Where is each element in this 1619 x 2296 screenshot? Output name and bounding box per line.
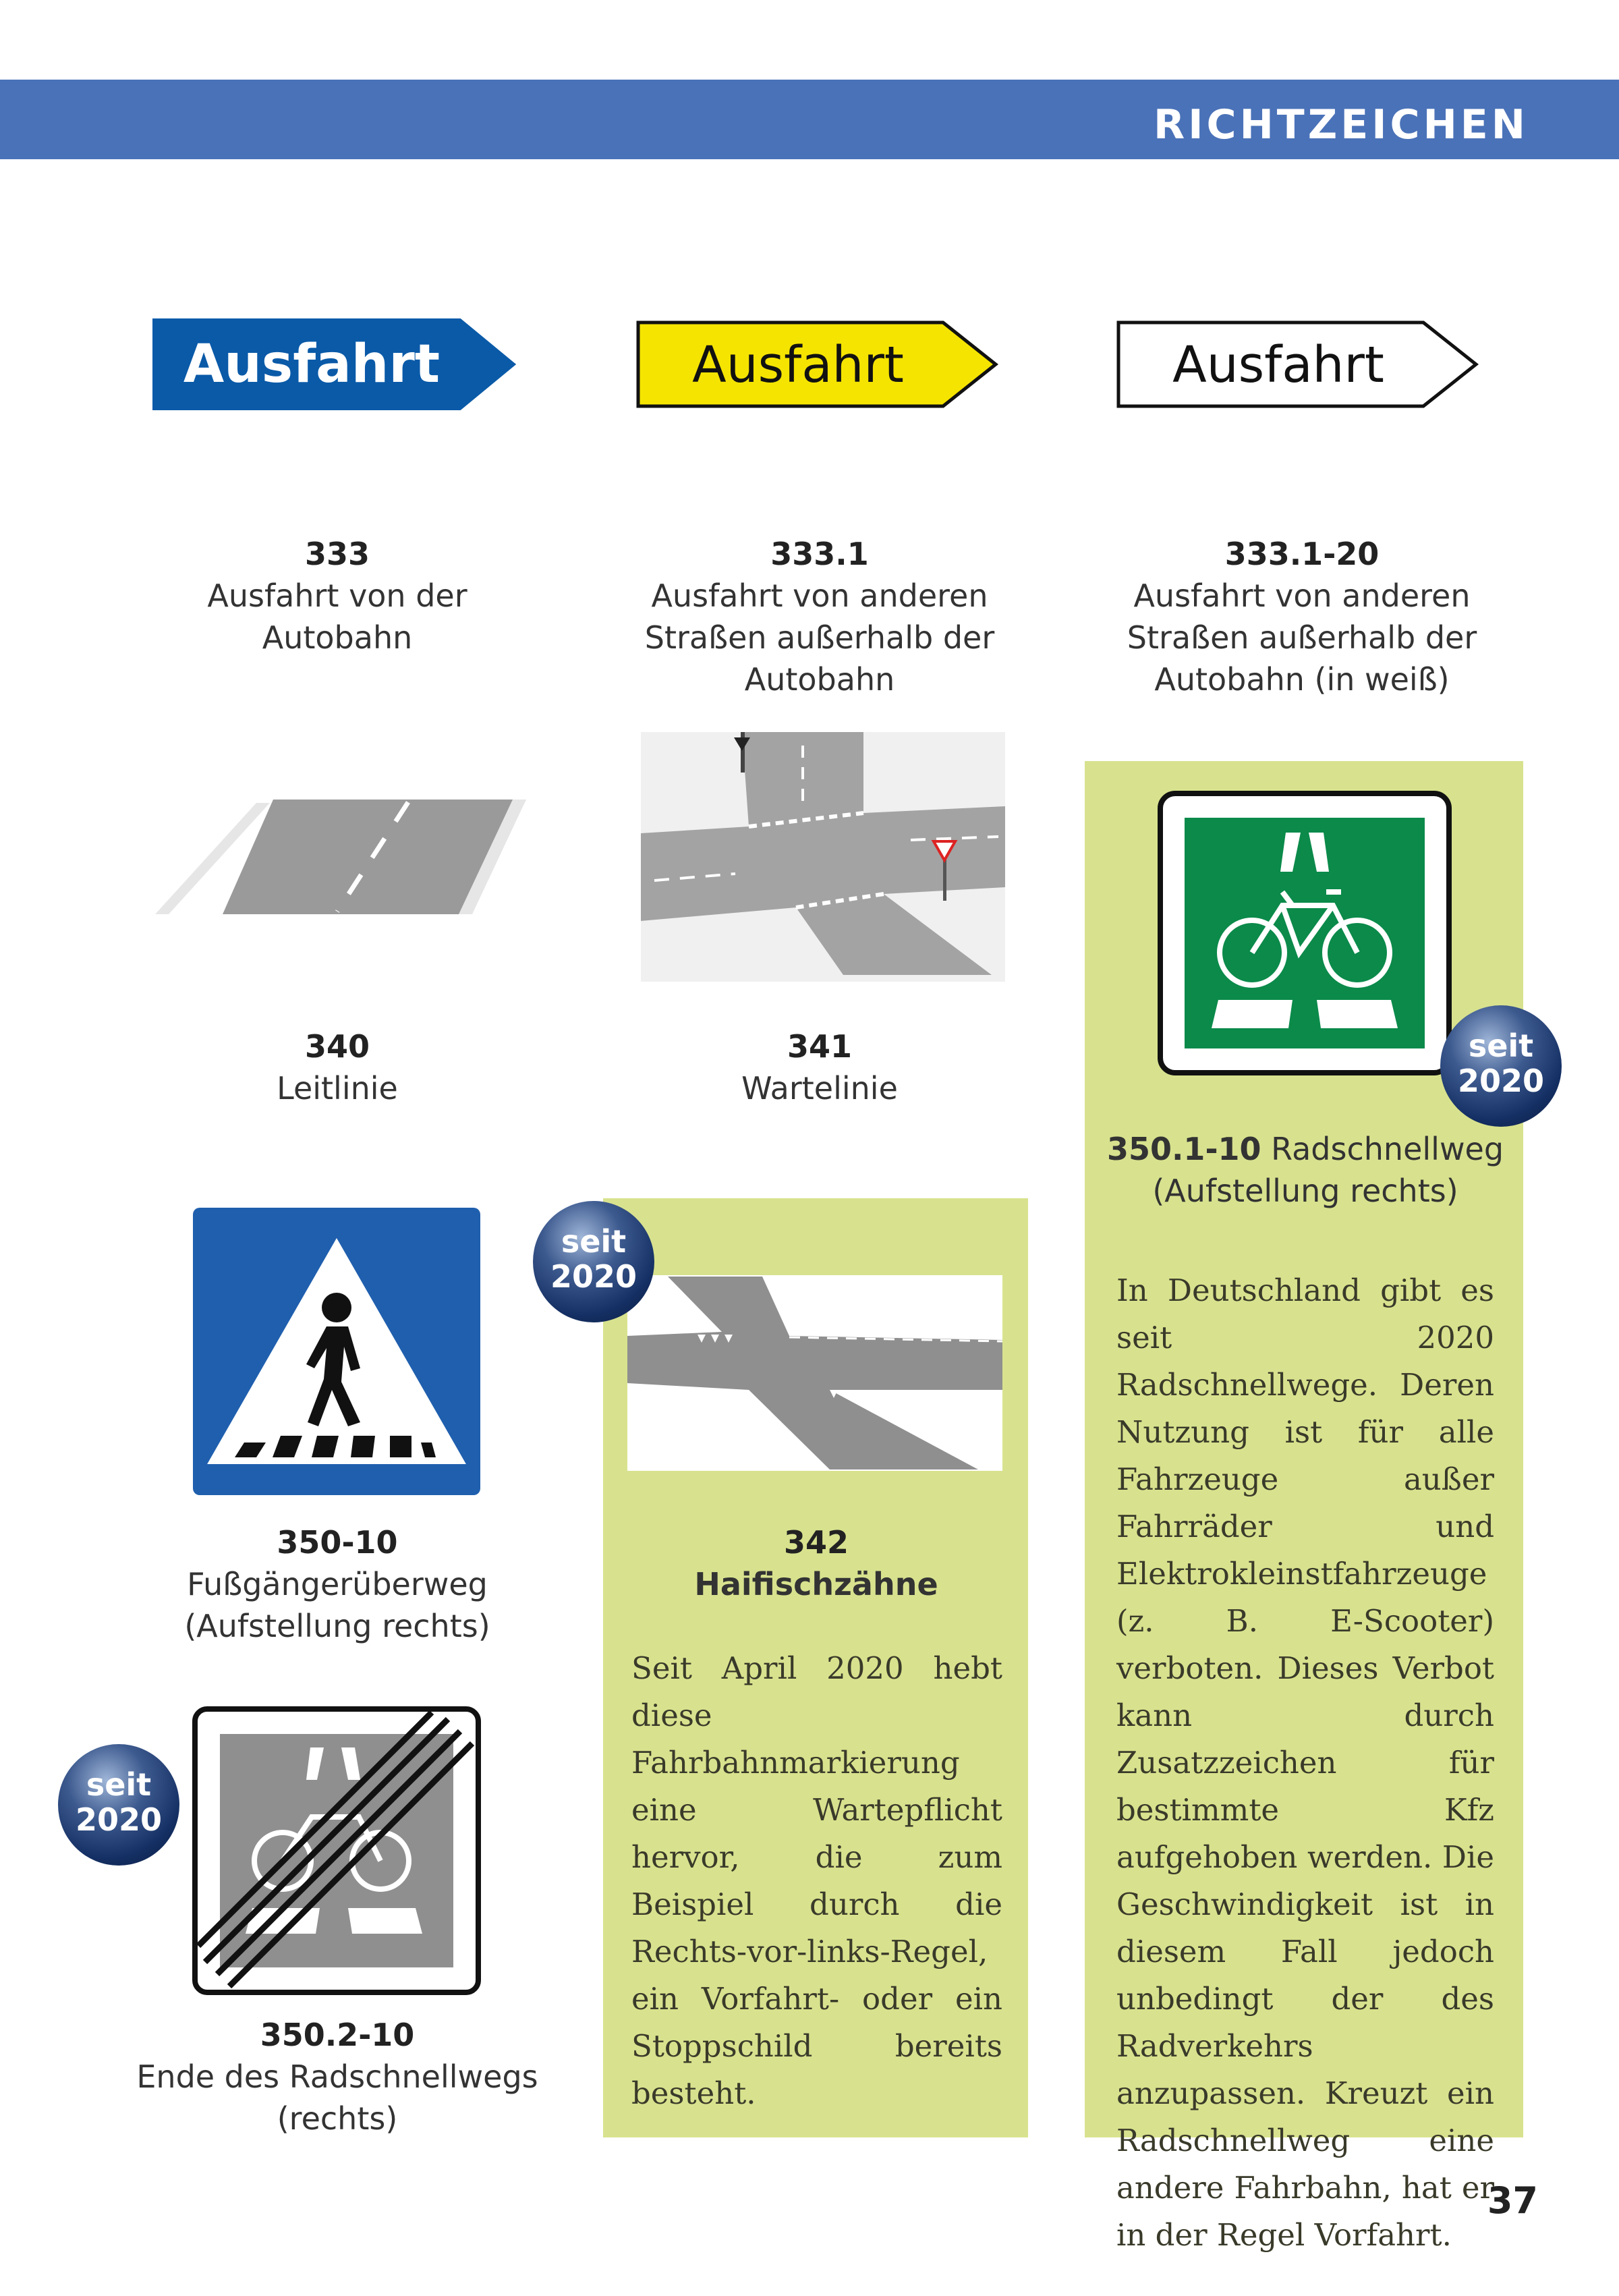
badge-seit-2020-ende-radschnellweg: seit 2020	[58, 1744, 179, 1866]
sign-333-ausfahrt-blue	[150, 317, 518, 412]
radschnellweg-description: In Deutschland gibt es seit 2020 Radschnellwege. Deren Nutzung ist für alle Fahrzeuge außer Fahrräder und Elektrokleinstfahrzeuge (z. B. E-Scooter) verboten. Dieses Verbot kann durch Zusatzzeichen für bestimmte Kfz aufgehoben werden. Die Geschwindigkeit ist in diesem Fall jedoch unbedingt der des Radverkehrs anzupassen. Kreuzt ein Radschnellweg eine andere Fahrbahn, hat er in der Regel Vorfahrt.	[1116, 1272, 1494, 2253]
caption-340: 340 Leitlinie	[277, 1028, 398, 1107]
caption-341: 341 Wartelinie	[741, 1028, 898, 1107]
haifischzaehne-description: Seit April 2020 hebt diese Fahrbahnmarkierung eine Wartepflicht hervor, die zum Beispiel durch die Rechts-vor-links-Regel, ein Vorfahrt- oder ein Stoppschild bereits besteht.	[631, 1650, 1002, 2111]
page-number: 37	[1487, 2179, 1538, 2222]
caption-350-1-10: 350.1-10 Radschnellweg (Aufstellung rechts)	[1106, 1131, 1504, 1209]
sign-350-1-10-radschnellweg	[1158, 791, 1452, 1075]
sign-350-10-fussgaengerueberweg	[192, 1206, 482, 1496]
caption-333-1: 333.1 Ausfahrt von anderen Straßen außerhalb der Autobahn	[644, 536, 995, 698]
svg-text:Ausfahrt: Ausfahrt	[692, 336, 904, 394]
road-marking-leitlinie-illustration	[152, 793, 530, 921]
caption-333-1-20: 333.1-20 Ausfahrt von anderen Straßen außerhalb der Autobahn (in weiß)	[1127, 536, 1477, 698]
badge-seit-2020-radschnellweg: seit 2020	[1440, 1005, 1562, 1127]
sign-333-1-20-ausfahrt-white	[1113, 318, 1481, 410]
svg-text:Ausfahrt: Ausfahrt	[183, 334, 441, 395]
caption-350-10: 350-10 Fußgängerüberweg (Aufstellung rechts)	[184, 1524, 490, 1644]
road-marking-haifischzaehne-illustration	[627, 1275, 1002, 1471]
badge-seit-2020-haifischzaehne: seit 2020	[533, 1201, 654, 1322]
sign-350-2-10-ende-radschnellweg	[192, 1706, 482, 1996]
road-marking-wartelinie-illustration	[641, 732, 1005, 982]
sign-333-1-ausfahrt-yellow	[633, 318, 1001, 410]
section-title: RICHTZEICHEN	[1154, 101, 1529, 148]
caption-350-2-10: 350.2-10 Ende des Radschnellwegs (rechts)	[136, 2017, 538, 2137]
svg-text:Ausfahrt: Ausfahrt	[1172, 336, 1384, 394]
caption-342: 342 Haifischzähne	[694, 1524, 938, 1602]
caption-333: 333 Ausfahrt von der Autobahn	[207, 536, 467, 656]
